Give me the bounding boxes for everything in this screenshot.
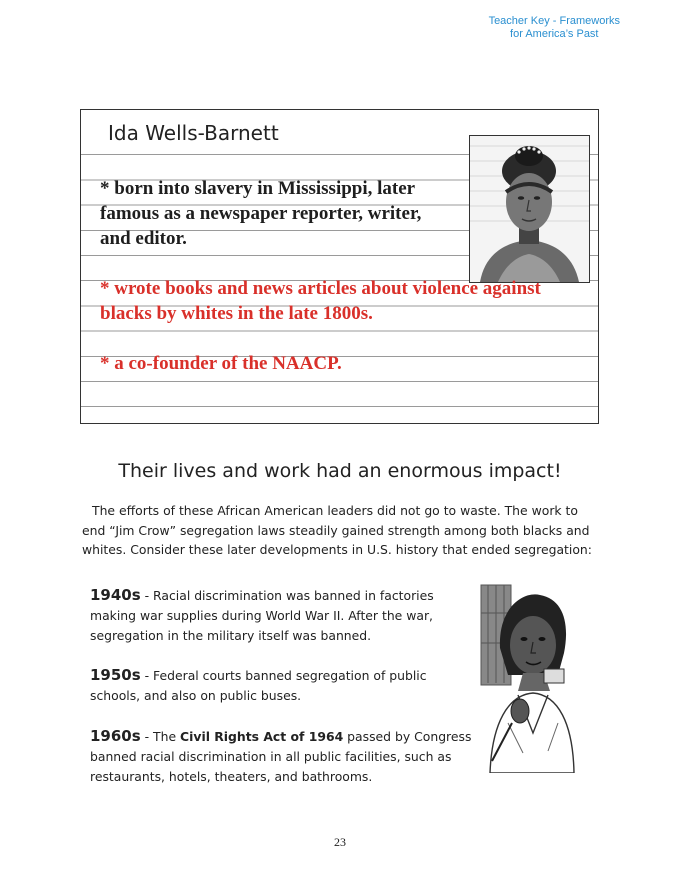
decade-text-1940s: - Racial discrimination was banned in factories making war supplies during World War II. After the war, segregation in the military itself was banned. bbox=[90, 588, 434, 643]
teacher-key-header bbox=[489, 15, 620, 41]
decade-label-1960s: 1960s bbox=[90, 727, 141, 745]
fact-1-text: * born into slavery in Mississippi, later famous as a newspaper reporter, writer, and editor. bbox=[100, 178, 422, 250]
decade-pre-1960s: - The bbox=[140, 729, 181, 744]
fact-2-text: * wrote books and news articles about violence against blacks by whites in the late 1800s. bbox=[100, 278, 541, 325]
timeline-item-1960s bbox=[90, 727, 475, 786]
intro-paragraph bbox=[82, 501, 602, 560]
civil-rights-act-label: Civil Rights Act of 1964 bbox=[180, 729, 344, 744]
fact-books-and-articles bbox=[100, 276, 570, 326]
intro-text: The efforts of these African American leaders did not go to waste. The work to end “Jim Crow” segregation laws steadily gained strength among both blacks and whites. Consider these later developments in U.S. history that ended segregation: bbox=[82, 503, 592, 558]
fact-born-into-slavery bbox=[100, 176, 445, 252]
header-line-1: Teacher Key - Frameworks bbox=[488, 15, 620, 27]
decade-text-1960s: passed by Congress banned racial discrimination in all public facilities, such as restaurants, hotels, theaters, and bathrooms. bbox=[90, 729, 472, 784]
woman-sketch-image bbox=[478, 583, 576, 773]
section-title: Their lives and work had an enormous impact! bbox=[118, 460, 562, 482]
decade-label-1950s: 1950s bbox=[90, 666, 141, 684]
page-number: 23 bbox=[334, 835, 346, 849]
decade-text-1950s: - Federal courts banned segregation of public schools, and also on public buses. bbox=[90, 668, 427, 703]
timeline-item-1950s bbox=[90, 666, 475, 706]
woman-sketch-illustration bbox=[478, 583, 576, 773]
header-line-2: for America’s Past bbox=[510, 28, 599, 40]
profile-name: Ida Wells-Barnett bbox=[108, 121, 291, 145]
ida-wells-portrait-image bbox=[470, 136, 589, 282]
profile-box bbox=[80, 109, 599, 424]
portrait-frame bbox=[469, 135, 590, 283]
decade-label-1940s: 1940s bbox=[90, 586, 141, 604]
fact-3-text: * a co-founder of the NAACP. bbox=[100, 353, 342, 374]
timeline-item-1940s bbox=[90, 586, 475, 645]
fact-naacp-cofounder bbox=[100, 351, 570, 376]
